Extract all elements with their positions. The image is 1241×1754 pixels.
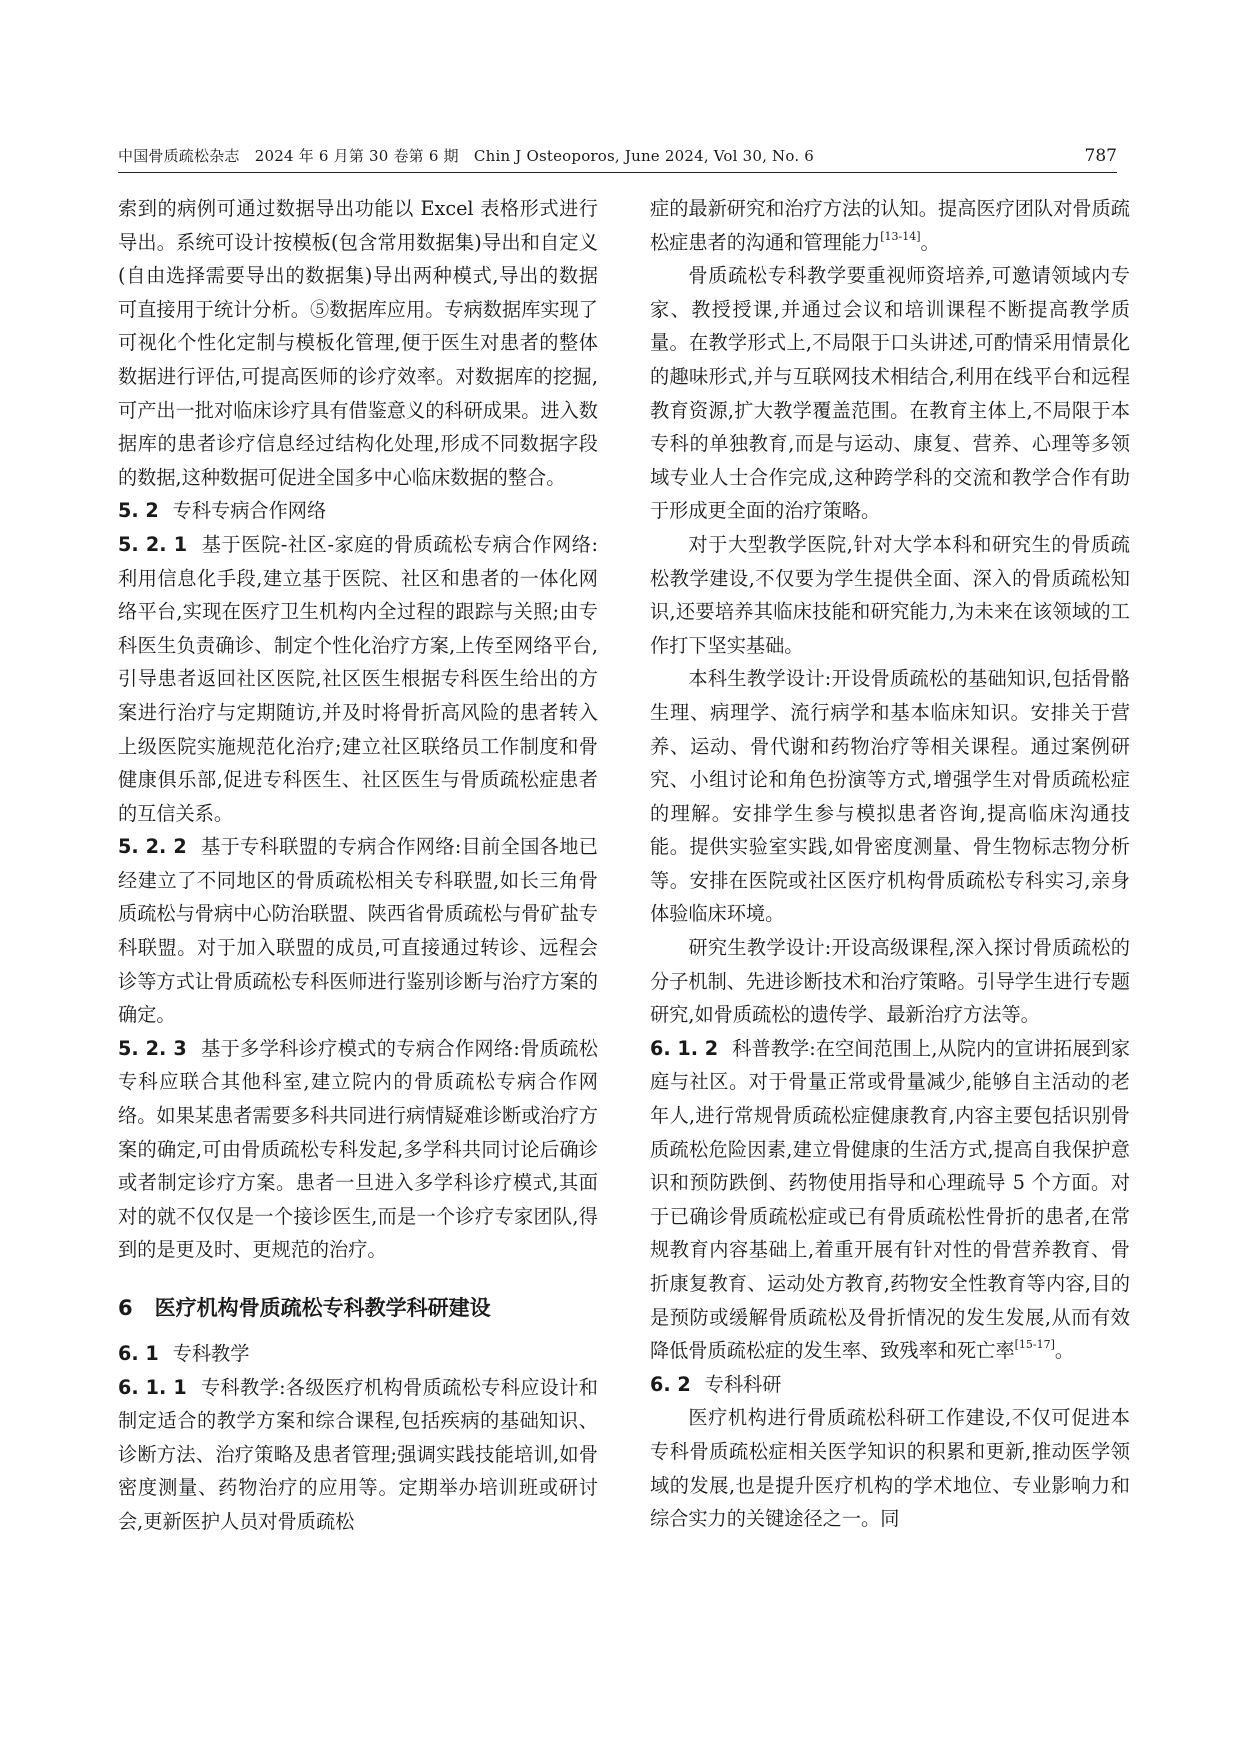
citation-ref: [15-17] [1014,1338,1055,1352]
paragraph-5-2-1 [118,528,598,830]
section-number: 6. 1. 1 [118,1375,187,1399]
left-column [118,192,598,1539]
paragraph-6-1-2 [650,1032,1130,1368]
paragraph-6-1-1 [118,1371,598,1539]
section-text: 科普教学:在空间范围上,从院内的宣讲拓展到家庭与社区。对于骨量正常或骨量减少,能够自主活动的老年人,进行常规骨质疏松症健康教育,内容主要包括识别骨质疏松危险因素,建立骨健康的生活方式,提高自我保护意识和预防跌倒、药物使用指导和心理疏导 5 个方面。对于已确诊骨质疏松症或已有骨质疏松性骨折的患者,在常规教育内容基础上,着重开展有针对性的骨营养教育、骨折康复教育、运动处方教育,药物安全性教育等内容,目的是预防或缓解骨质疏松及骨折情况的发生发展,从而有效降低骨质疏松症的发生率、致残率和死亡率 [650,1036,1130,1363]
heading-number: 5. 2 [118,499,159,523]
heading-title: 专科教学 [172,1342,250,1365]
paragraph-continued [650,192,1130,259]
heading-number: 6 [118,1296,133,1320]
section-number: 5. 2. 3 [118,1036,187,1060]
heading-6-1 [118,1337,598,1371]
section-number: 5. 2. 2 [118,835,187,859]
journal-citation: 中国骨质疏松杂志 2024 年 6 月第 30 卷第 6 期 Chin J Osteoporos, June 2024, Vol 30, No. 6 [118,147,815,165]
heading-number: 6. 1 [118,1342,159,1365]
citation-ref: [13-14] [880,229,921,243]
heading-6-2 [650,1368,1130,1402]
paragraph-end: 。 [1054,1339,1075,1363]
paragraph-export: 索到的病例可通过数据导出功能以 Excel 表格形式进行导出。系统可设计按模板(包含常用数据集)导出和自定义(自由选择需要导出的数据集)导出两种模式,导出的数据可直接用于统计分析。⑤数据库应用。专病数据库实现了可视化个性化定制与模板化管理,便于医生对患者的整体数据进行评估,可提高医师的诊疗效率。对数据库的挖掘,可产出一批对临床诊疗具有借鉴意义的科研成果。进入数据库的患者诊疗信息经过结构化处理,形成不同数据字段的数据,这种数据可促进全国多中心临床数据的整合。 [118,197,598,489]
heading-title: 医疗机构骨质疏松专科教学科研建设 [154,1296,491,1320]
paragraph-graduate: 研究生教学设计:开设高级课程,深入探讨骨质疏松的分子机制、先进诊断技术和治疗策略。引导学生进行专题研究,如骨质疏松的遗传学、最新治疗方法等。 [650,936,1130,1027]
paragraph-undergrad: 本科生教学设计:开设骨质疏松的基础知识,包括骨骼生理、病理学、流行病学和基本临床知识。安排关于营养、运动、骨代谢和药物治疗等相关课程。通过案例研究、小组讨论和角色扮演等方式,增强学生对骨质疏松症的理解。安排学生参与模拟患者咨询,提高临床沟通技能。提供实验室实践,如骨密度测量、骨生物标志物分析等。安排在医院或社区医疗机构骨质疏松专科实习,亲身体验临床环境。 [650,667,1130,926]
section-number: 5. 2. 1 [118,532,188,556]
paragraph-teachers: 骨质疏松专科教学要重视师资培养,可邀请领域内专家、教授授课,并通过会议和培训课程不断提高教学质量。在教学形式上,不局限于口头讲述,可酌情采用情景化的趣味形式,并与互联网技术相结合,利用在线平台和远程教育资源,扩大教学覆盖范围。在教育主体上,不局限于本专科的单独教育,而是与运动、康复、营养、心理等多领域专业人士合作完成,这种跨学科的交流和教学合作有助于形成更全面的治疗策略。 [650,264,1130,523]
paragraph-hospital: 对于大型教学医院,针对大学本科和研究生的骨质疏松教学建设,不仅要为学生提供全面、深入的骨质疏松知识,还要培养其临床技能和研究能力,为未来在该领域的工作打下坚实基础。 [650,532,1130,657]
heading-6 [118,1291,598,1325]
right-column [650,192,1130,1536]
running-header [118,146,1117,173]
heading-title: 专科专病合作网络 [172,499,327,523]
paragraph-5-2-3 [118,1032,598,1267]
heading-title: 专科科研 [704,1372,782,1396]
page-number: 787 [1084,146,1117,166]
heading-number: 6. 2 [650,1372,691,1396]
section-text: 基于医院-社区-家庭的骨质疏松专病合作网络:利用信息化手段,建立基于医院、社区和患者的一体化网络平台,实现在医疗卫生机构内全过程的跟踪与关照;由专科医生负责确诊、制定个性化治疗方案,上传至网络平台,引导患者返回社区医院,社区医生根据专科医生给出的方案进行治疗与定期随访,并及时将骨折高风险的患者转入上级医院实施规范化治疗;建立社区联络员工作制度和骨健康俱乐部,促进专科医生、社区医生与骨质疏松症患者的互信关系。 [118,532,598,825]
section-text: 专科教学:各级医疗机构骨质疏松专科应设计和制定适合的教学方案和综合课程,包括疾病的基础知识、诊断方法、治疗策略及患者管理;强调实践技能培训,如骨密度测量、药物治疗的应用等。定期举办培训班或研讨会,更新医护人员对骨质疏松 [118,1375,598,1533]
paragraph-research: 医疗机构进行骨质疏松科研工作建设,不仅可促进本专科骨质疏松症相关医学知识的积累和更新,推动医学领域的发展,也是提升医疗机构的学术地位、专业影响力和综合实力的关键途径之一。同 [650,1406,1130,1531]
section-number: 6. 1. 2 [650,1036,719,1060]
heading-5-2 [118,494,598,528]
section-text: 基于多学科诊疗模式的专病合作网络:骨质疏松专科应联合其他科室,建立院内的骨质疏松专病合作网络。如果某患者需要多科共同进行病情疑难诊断或治疗方案的确定,可由骨质疏松专科发起,多学科共同讨论后确诊或者制定诊疗方案。患者一旦进入多学科诊疗模式,其面对的就不仅仅是一个接诊医生,而是一个诊疗专家团队,得到的是更及时、更规范的治疗。 [118,1036,598,1262]
paragraph-text: 症的最新研究和治疗方法的认知。提高医疗团队对骨质疏松症患者的沟通和管理能力 [650,197,1130,254]
paragraph-end: 。 [920,230,940,254]
section-text: 基于专科联盟的专病合作网络:目前全国各地已经建立了不同地区的骨质疏松相关专科联盟,如长三角骨质疏松与骨病中心防治联盟、陕西省骨质疏松与骨矿盐专科联盟。对于加入联盟的成员,可直接通过转诊、远程会诊等方式让骨质疏松专科医师进行鉴别诊断与治疗方案的确定。 [118,835,598,1027]
paragraph-5-2-2 [118,830,598,1032]
